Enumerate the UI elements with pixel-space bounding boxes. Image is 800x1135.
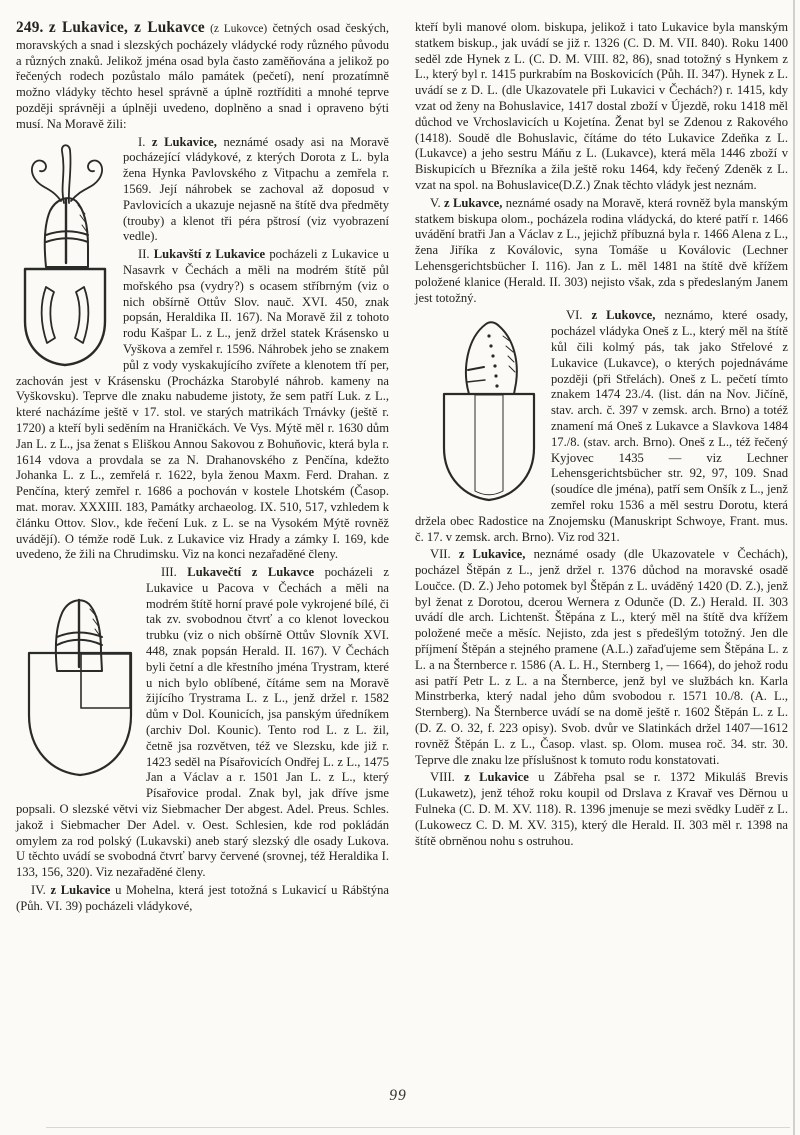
section-iv-text-left: u Mohelna, která jest totožná s Lukavicí u Rábštýna (Půh. VI. 39) pocházeli vládykové, <box>16 883 389 913</box>
section-vii-paragraph <box>415 547 788 768</box>
section-vi-numeral: VI. <box>566 308 583 323</box>
section-vii-name: z Lukavice, <box>458 547 526 562</box>
section-ii-text: pocházeli z Lukavice u Nasavrk v Čechách a měli na modrém štítě půl mořského psa (vydry?) s ocasem stříbrným (viz o nich obšírně Ottův Slov. nauč. XVI. 450, znak popsán, Heraldika II. 167). Na Moravě žil z tohoto rodu Kašpar L. z L., jenž držel statek Krásensko u Vyškova a zemřel r. 1596. Náhrobek jeho se znakem půl z vody vyskakujícího zvířete a klenotem tří per, zachován jest v Krásensku (Procházka Starobylé náhrob. kameny na Vyškovsku). Teprve dle znaku nabudeme jistoty, že sem patří Luk. z L., které nacházíme ještě v 17. stol. ve starých matrikách Trnávky (ještě r. 1720) a kteří byli seděním na Hraničkách. Ve Vys. Mýtě měl r. 1630 dům Jan L. z L., jsa ženat s Eliškou Annou Sakovou z Bohuňovic, která byla r. 1614 vdova a provdala se za N. Drahanovského z Penčína, kdežto Johanka L. z L., zemřelá r. 1622, byla ženou Maxm. Ferd. Drahan. z Penčína, který zemřel r. 1686 a pochován v kostele Lhotském (Časop. mat. morav. XXXIII. 183, Památky archaeolog. IX. 510, 517, vzhledem k článku Ottov. Slov., kde řečení Luk. z L. se na Vysokém Mýtě rovněž uvádějí). O témže rodě Luk. z Lukavice viz Hrady a zámky I. 169, kde uvedeno, že žili na Chrudimsku. Viz na konci nezařaděné členy. <box>16 247 390 562</box>
section-viii-text: u Zábřeha psal se r. 1372 Mikuláš Brevis (Lukawetz), jenž téhož roku koupil od Drslava z Kravař ves Děrnou u Fulneka (C. D. M. XV. 118). R. 1396 jmenuje se mezi svědky Luděř z L. (Lukowecz C. D. M. XV. 315), který dle Herald. II. 303 měl r. 1398 na štítě obrněnou nohu s ostruhou. <box>415 770 788 848</box>
section-viii-paragraph <box>415 770 788 849</box>
right-column <box>415 20 788 915</box>
section-i-numeral: I. <box>138 134 146 149</box>
section-iii-paragraph <box>16 565 389 881</box>
section-viii-name: z Lukavice <box>464 770 529 785</box>
entry-alt-name: (z Lukovce) <box>210 23 268 35</box>
section-vi-paragraph <box>415 308 788 545</box>
section-iv-text-right: kteří byli manové olom. biskupa, jelikož i tato Lukavice byla manským statkem biskup., jak uvádí se již r. 1326 (C. D. M. VII. 840). Roku 1400 seděl zde Hynek z L. (C. D. M. VIII. 82, 86), snad totožný s Hynkem z L., který byl r. 1415 purkrabím na Boskovicích (Půh. II. 347). Hynek z L. uvádí se z D. L. (dle Ukazovatele při Lukavici v Čechách?) r. 1415, kdy vzat od ženy na Bohuslavice, 1417 dostal zboží v Újezdě, roku 1418 měl důchod ve Vrchoslavicích u Kojetína. Ženat byl se Zdenou z Rakového (1418). Soudě dle Bohuslavic, čítáme do této Lukavice Zdeňka z L. (Lukavce) a jeho sestru Máňu z L. (Lukavce), která měla 1446 zboží v Biskupicích u Březníka a žila ještě roku 1464, kdy řečený Zdeněk z L. vzat na spol. na Bohuslavice(D.Z.) Znak těchto vládyk jest neznám. <box>415 20 788 192</box>
entry-intro-paragraph <box>16 20 389 133</box>
section-v-numeral: V. <box>430 195 441 210</box>
section-ii-name: Lukavští z Lukavice <box>153 247 266 262</box>
entry-intro-text: četných osad českých, moravských a snad i slezských pocházely vládycké rody různého původu a různých znaků. Jelikož jména osad byla často zaměňována a jelikož po řečených rodech pozůstalo málo památek (pečetí), není prozatímně možno vládyky těchto hesel správně a úplně roztříditi a mnohé teprve později správněji a úplněji uvedeno, doplněno a snad i opraveno býti musí. Na Moravě žili: <box>16 21 389 131</box>
section-iii-name: Lukavečtí z Lukavce <box>187 565 315 580</box>
page-number: 99 <box>389 1087 407 1104</box>
section-vi-name: z Lukovce, <box>591 308 656 323</box>
section-v-text: neznámé osady na Moravě, která rovněž byla manským statkem biskupa olom., pocházela rodina vládycká, do které patří r. 1466 uvádění bratři Jan a Václav z L., jejichž příbuzná byla r. 1466 Alena z L., žena Jiříka z Koválovic, syna Tomáše u Koválovic (Lechner Lehensgerichtsbücher I. 116). Jan z L. měl 1481 na štítě dvě křížem položené klanice (Herald. II. 303) nejisto však, zda s předeslaným Janem jest totožný. <box>415 195 788 305</box>
section-iv-paragraph-start <box>16 883 389 915</box>
left-column <box>16 20 389 915</box>
section-iv-paragraph-continued <box>415 20 788 194</box>
section-i-name: z Lukavice, <box>151 134 217 149</box>
section-iii-text: pocházeli z Lukavice u Pacova v Čechách a měli na modrém štítě horní pravé pole vykrojené bílé, či tak zv. svobodnou čtvrť a co klenot loveckou trubku (viz o nich obšírně Ottův Slovník XVI. 448, znak popsán Herald. II. 167). V Čechách byli četní a dle křestního jména Trystram, které u nich bylo oblíbené, čítáme sem na Moravě žijícího Trystrama L. z L., jenž držel r. 1582 dům v Dol. Kounicích, jsa panským úředníkem (archiv Dol. Kounic). Tento rod L. z L. žil, četně jsa rozvětven, též ve Slezsku, kde již r. 1423 seděl na Písařovicích Ondřej L. z L., 1475 Jan a Václav a r. 1501 Jan L. z L., který Písařovice prodal. Znak byl, jak dříve jsme popsali. O slezské větvi viz Siebmacher Der abgest. Adel. Preus. Schles. jakož i Siebmacher Der Adel. v. Oest. Schlesien, kde rod pokládán omylem za rod polský (Lukavski) aneb starý slezský dle osady Lukova. U těchto uvádí se svobodná čtvrť barvy červené (srovnej, též Heraldika I. 133, 156, 320). Viz nezařaděné členy. <box>16 565 389 880</box>
section-v-paragraph <box>415 196 788 307</box>
entry-number: 249. <box>16 19 44 36</box>
section-v-name: z Lukavce, <box>444 195 503 210</box>
section-iv-name: z Lukavice <box>50 883 111 898</box>
section-ii-numeral: II. <box>138 247 150 262</box>
section-iv-numeral: IV. <box>31 883 46 898</box>
section-vi-text: neznámo, které osady, pocházel vládyka Oneš z L., který měl na štítě kůl čili kolmý pás, tak jako Střelové z Lukavice (Lukavce), o kterých pojednáváme později (při Střelách). Oneš z L. pečetí tímto znakem 1474 23./4. (list. dán na Nov. Jičíně, stav. arch. č. 397 v zemsk. arch. Brno) a totéž znamení má Oneš z Lukavce a Slavkova 1484 17./8. (stav. arch. Brno). Oneš z L., též řečený Kyjovec 1435 — viz Lechner Lehensgerichtsbücher str. 92, 97, 109. Snad (soudíce dle jména), patří sem Onšík z L., jenž zemřel roku 1536 a měl sestru Dorotu, která držela obec Radostice na Znojemsku (Manuskript Schwoye, Frant. mus. č. 17. v zemsk. arch. Brno). Viz rod 321. <box>415 308 788 544</box>
coat-of-arms-figure-trumpets <box>18 137 113 369</box>
entry-title: z Lukavice, z Lukavce <box>48 19 205 36</box>
section-i-paragraph <box>16 135 389 246</box>
section-vii-numeral: VII. <box>430 547 451 562</box>
section-vii-text: neznámé osady (dle Ukazovatele v Čechách), pocházel Štěpán z L., jenž držel r. 1376 důchod na moravské osadě Loučce. (D. Z.) Jeho potomek byl Štěpán z L. uváděný 1420 (D. Z.), jenž byl ženat z Dorotou, dcerou Wernera z Odunče (D. Z.) Herald. II. 303 uvádí dle arch. Lichtenšt. Štěpána z L., který měl na štítě dva křížem položené meče a měsíc. Nejisto, zda jest s předešlým totožný. Jen dle příjmení Štěpán a stejného pramene (A.L.) zařaďujeme sem Štěpána L. z L. a na Šternberce r. 1586 (A. L. H., Sternberg 1, — 1664), do jehož rodu asi patří Petr L. z L. a na Šternberce, jenž byl ve službách kn. Karla Minstrberka, který nadal jeho dům svobodou r. 1571 10./8. (A. L., Sternberg). Na Šternberce uvádí se na domě ještě r. 1602 Štěpán L. z L. (D. Z. O. 32, f. 223 opisy). Svob. dvůr ve Slatinkách držel 1407—1612 rovněž Štěpán L. z L., Časop. vlast. sp. Olom. musea roč. 34. str. 30. Teprve dle znaku lze příslušnost k tomuto rodu konstatovati. <box>415 547 789 767</box>
coat-of-arms-figure-pale <box>439 310 539 507</box>
section-iii-numeral: III. <box>161 565 177 580</box>
section-i-text: neznámé osady asi na Moravě pocházející vládykové, z kterých Dorota z L. byla žena Hynka Pavlovského z Vitpachu a zemřela r. 1569. Její náhrobek se zachoval až doposud v Pavlovicích a ukazuje nejasně na štítě dva předměty (trouby) a klenot tři péra pštrosí (viz vyobrazení vedle). <box>123 134 389 244</box>
coat-of-arms-figure-free-quarter <box>24 567 136 789</box>
section-viii-numeral: VIII. <box>430 770 455 785</box>
